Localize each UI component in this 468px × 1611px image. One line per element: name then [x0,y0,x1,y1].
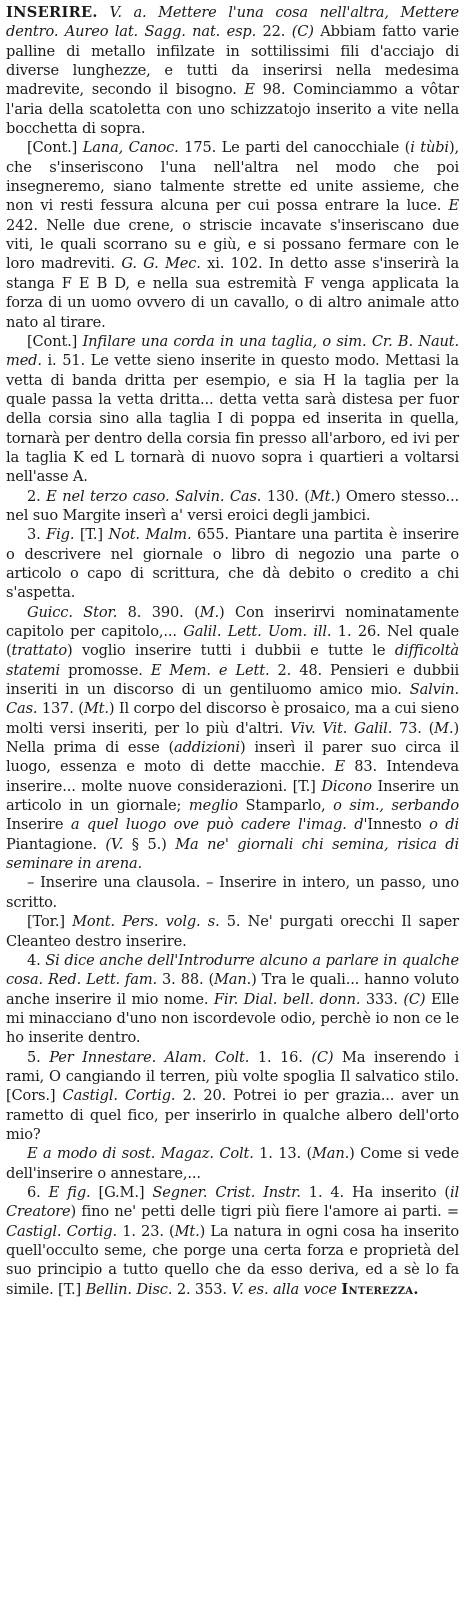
text-run: 83. Intendeva inserire... molte nuove considerazioni. [T.] [6,758,459,795]
entry-paragraph-11 [6,1183,459,1299]
dictionary-entry [6,3,459,1299]
italic-run: E [448,197,459,215]
text-run: 1. 13. ( [253,1145,313,1163]
text-run: [Tor.] [27,913,73,931]
italic-run: E [244,81,255,99]
cross-reference: Interezza. [341,1280,419,1298]
text-run: 242. Nelle due crene, o striscie incavate s'inseriscano due viti, le quali scorrano su e giù, e si possano fermare con le loro madreviti. [6,216,459,273]
italic-run: a quel luogo ove può cadere l'imag. d' [70,816,368,834]
text-run: – Inserire una clausola. – Inserire in intero, un passo, uno scritto. [6,874,459,911]
text-run: 5. Ne' purgati orecchi Il saper Cleanteo destro inserire. [6,913,459,950]
entry-paragraph-4 [6,525,459,602]
entry-paragraph-8 [6,951,459,1048]
italic-run: Si dice anche dell'Introdurre alcuno a parlare in qualche cosa. Red. Lett. fam. [6,951,459,989]
entry-paragraph-0 [6,3,459,138]
text-run: 2. 353. [172,1280,232,1298]
text-run: ) Il corpo del discorso è prosaico, ma a cui sieno molti versi inseriti, per lo più d'altri. [6,700,459,737]
text-run: 1. 26. Nel quale ( [6,623,459,660]
text-run: ) Come si vede dell'inserire o annestare,... [6,1145,459,1182]
entry-paragraph-3 [6,487,459,526]
text-run: [Cont.] [27,332,83,350]
italic-run: i tùbi [410,139,449,157]
italic-run: Infilare una corda in una taglia, o sim. Cr. B. Naut. med. [6,332,459,370]
italic-run: o sim., serbando [333,797,460,815]
text-run: ) inserì il parer suo circa il luogo, essenza e moto di dette macchie. [6,739,459,776]
text-run: 655. Piantare una partita è inserire o descrivere nel giornale o libro di negozio una parte o articolo o capo di scrittura, che dà debito o credito a chi s'aspetta. [6,526,459,602]
text-run: 175. Le parti del canocchiale ( [178,139,411,157]
entry-paragraph-6 [6,873,459,912]
italic-run: Dicono [321,777,372,795]
text-run: 1. 4. Ha inserito ( [300,1183,450,1201]
text-run: ) voglio inserire tutti i dubbii e tutte le [66,642,395,660]
italic-run: Man. [312,1145,350,1163]
italic-run: Viv. Vit. Galil. [290,719,393,737]
italic-run: (C) [311,1048,334,1066]
italic-run: M. [199,603,219,621]
text-run: xi. 102. In detto asse s'inserirà la stanga F E B D, e nella sua estremità F venga applicata la forza di un uomo ovvero di un cavallo, o di altro animale atto nato al tirare. [6,255,459,331]
italic-run: Guicc. Stor. [27,603,118,621]
text-run: 6. [27,1183,49,1201]
italic-run: Mont. Pers. volg. s. [72,913,220,931]
text-run: 2. 48. Pensieri e dubbii inseriti in un discorso di un gentiluomo amico mio. [6,661,459,699]
text-run: [Cont.] [27,139,83,157]
italic-run: Lana, Canoc. [82,139,179,157]
text-run: ) Omero stesso... nel suo Margite inserì a' versi eroici degli jambici. [6,487,459,524]
italic-run: addizioni [174,739,240,757]
text-run: 130. ( [261,487,310,505]
entry-paragraph-9 [6,1048,459,1145]
text-run: 73. ( [392,719,435,737]
text-run: ), che s'inseriscono l'una nell'altra nel modo che poi insegneremo, siano talmente strette ed unite assieme, che non vi resti fessura alcuna per cui possa entrare la luce. [6,139,459,215]
entry-paragraph-1 [6,138,459,331]
text-run: 137. ( [37,700,84,718]
text-run: [T.] [74,526,109,544]
italic-run: Bellin. Disc. [85,1280,173,1298]
text-run: Piantagione. [6,835,106,853]
italic-run: Man. [214,971,252,989]
text-run: 8. 390. ( [117,603,200,621]
headword: INSERIRE. [6,4,98,21]
italic-run: Not. Malm. [108,526,192,544]
text-run: 2. [27,487,47,505]
italic-run: Castigl. Cortig. [6,1222,117,1240]
italic-run: Mt. [174,1222,200,1240]
text-run: 333. [360,990,404,1008]
text-run: ) La natura in ogni cosa ha inserito quell'occulto seme, che porge una certa forza e proprietà del suo principio a tutto quello che da esso deriva, ed a sè lo fa simile. [T.] [6,1222,459,1298]
text-run: ) fino ne' petti delle tigri più fiere l'amore ai parti. = [70,1203,459,1221]
italic-run: Per Innestare. Alam. Colt. [49,1048,250,1066]
italic-run: Fig. [46,526,75,544]
text-run: 4. [27,951,46,969]
italic-run: G. G. Mec. [121,255,201,273]
italic-run: o di [429,816,459,834]
text-run: i. 51. Le vette sieno inserite in questo modo. Mettasi la vetta di banda dritta per esempio, e sia H la taglia per la quale passa la vetta dritta... detta vetta sarà distesa per fuor della corsia sino alla taglia I di poppa ed inserita in quella, tornarà per dentro della corsia fin presso all'arboro, ed ivi per la taglia K ed L tornarà di nuovo sopra i quartieri a voltarsi nell'asse A. [6,352,459,486]
text-run: [G.M.] [90,1183,153,1201]
text-run: 3. 88. ( [157,971,215,989]
italic-run: Salvin. Cas. [6,681,459,718]
italic-run: (C) [291,23,314,41]
italic-run: difficoltà statemi [6,642,459,679]
text-run: 98. Cominciammo a vôtar l'aria della scatoletta con uno schizzatojo inserito a vite nella bocchetta di sopra. [6,81,459,138]
text-run: 3. [27,526,47,544]
text-run: § 5.) [123,835,176,853]
text-run: ) Nella prima di esse ( [6,719,459,757]
italic-run: trattato [11,642,67,660]
italic-run: E nel terzo caso. Salvin. Cas. [46,487,262,505]
text-run: Stamparlo, [237,797,334,815]
text-run: Abbiam fatto varie palline di metallo infilzate in sottilissimi fili d'acciajo di diverse lunghezze, e tutti da inserirsi nella medesima madrevite, secondo il bisogno. [6,23,459,99]
text-run: 1. 16. [249,1048,312,1066]
text-run: 2. 20. Potrei io per grazia... aver un rametto di quel fico, per inserirlo in qualche albero dell'orto mio? [6,1087,459,1143]
italic-run: E Mem. e Lett. [150,661,270,679]
entry-paragraph-2 [6,332,459,487]
text-run: ) Con inserirvi nominatamente capitolo per capitolo,... [6,603,459,640]
italic-run: (C) [403,990,426,1008]
italic-run: Castigl. Cortig. [62,1087,176,1105]
entry-paragraph-5 [6,603,459,874]
text-run: 5. [27,1048,50,1066]
italic-run: E [334,758,345,776]
text-run: promosse. [60,661,151,679]
text-run: Elle mi minacciano d'uno non iscordevole odio, perchè io non ce le ho inserite dentro. [6,990,459,1047]
italic-run: E fig. [48,1183,91,1201]
text-run: Innesto [367,816,430,834]
text-run: Inserire [6,816,71,834]
text-run: 22. [256,23,292,41]
italic-run: Galil. Lett. Uom. ill. [183,623,332,640]
italic-run: il Creatore [6,1183,459,1221]
entry-paragraph-10 [6,1144,459,1183]
text-run: ) Tra le quali... hanno voluto anche inserire il mio nome. [6,971,459,1008]
text-run: 1. 23. ( [116,1222,175,1240]
italic-run: Mt. [309,487,335,505]
text-run: Inserire un articolo in un giornale; [6,777,460,815]
italic-run: E a modo di sost. Magaz. Colt. [27,1145,254,1163]
italic-run: V. es. alla voce [231,1280,337,1298]
italic-run: Fir. Dial. bell. donn. [213,990,361,1008]
italic-run: Ma ne' giornali chi semina, risica di seminare in arena. [6,835,460,873]
italic-run: Mt. [83,700,109,718]
entry-paragraph-7 [6,912,459,951]
text-run: Ma inserendo i rami, O cangiando il terren, più volte spoglia Il salvatico stilo. [Cors.] [6,1048,459,1105]
italic-run: Segner. Crist. Instr. [152,1183,301,1201]
italic-run: V. a. Mettere l'una cosa nell'altra, Mettere dentro. Aureo lat. Sagg. nat. esp. [6,4,459,41]
italic-run: (V. [105,835,124,853]
italic-run: meglio [188,797,238,815]
italic-run: M. [434,719,454,737]
